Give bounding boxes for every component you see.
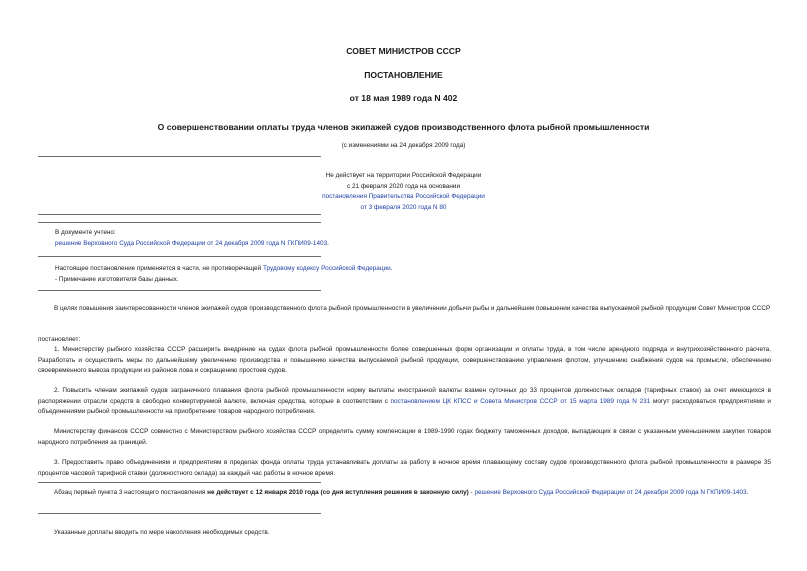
amendments-note: (с изменениями на 24 декабря 2009 года) [341, 142, 466, 149]
accounted-block [55, 227, 329, 249]
finance-ministry-paragraph: Министерству финансов СССР совместно с Министерством рыбного хозяйства СССР определить сумму компенсации в 1989-1990 годах бюджету таможенных доходов, выпадающих в связи с указанным уменьшением закупки товаров народного потребления за границей. [38, 428, 771, 446]
last-paragraph: Указанные доплаты вводить по мере накопления необходимых средств. [54, 529, 270, 536]
document-date-number: от 18 мая 1989 года N 402 [349, 93, 458, 103]
decrees-paragraph: постановляет: [38, 336, 81, 343]
status-link[interactable]: от 3 февраля 2020 года N 80 [360, 203, 447, 211]
status-link[interactable]: постановления Правительства Российской Федерации [322, 193, 485, 200]
divider [38, 156, 321, 157]
punctuation: . [746, 489, 749, 496]
status-line: Не действует на территории Российской Федерации [325, 172, 482, 179]
document-type: ПОСТАНОВЛЕНИЕ [364, 70, 443, 80]
divider [38, 290, 321, 291]
issuing-authority: СОВЕТ МИНИСТРОВ СССР [346, 46, 461, 56]
note-text: Абзац первый пункта 3 настоящего постановления [54, 489, 208, 496]
applicability-text: Настоящее постановление применяется в части, не противоречащей [55, 265, 263, 272]
note-bold-text: не действует с 12 января 2010 года (со дня вступления решения в законную силу) [207, 489, 469, 496]
divider [38, 482, 321, 483]
status-line: с 21 февраля 2020 года на основании [346, 182, 461, 190]
accounted-label: В документе учтено: [55, 229, 116, 236]
divider [38, 513, 321, 514]
item-2-text: могут расходоваться предприятиями и объединениями рыбной промышленности на приобретение товаров народного потребления. [38, 397, 772, 416]
punctuation: . [390, 265, 393, 272]
item-1-paragraph: 1. Министерству рыбного хозяйства СССР расширить внедрение на судах флота рыбной промышленности более совершенных форм организации и оплаты труда, в том числе арендного подряда и внутрихозяйственного расчета. Разработать и осуществить меры по дальнейшему увеличению производства и повышению качества выпускаемой рыбной продукции, совершенствованию управления флотом, улучшению снабжения судов на промысле, обеспечению своевременного вывоза продукции из районов лова и сокращению простоев судов. [38, 346, 771, 375]
court-decision-link[interactable]: решение Верховного Суда Российской Федерации от 24 декабря 2009 года N ГКПИ09-1403 [474, 489, 747, 496]
item-3-status-note [38, 488, 771, 499]
database-note: - Примечание изготовителя базы данных. [55, 276, 179, 283]
status-block [0, 171, 807, 213]
applicability-block [55, 263, 392, 285]
court-decision-link[interactable]: решение Верховного Суда Российской Федерации от 24 декабря 2009 года N ГКПИ09-1403 [55, 240, 328, 247]
item-2-text: 2. Повысить членам экипажей судов заграничного плавания флота рыбной промышленности норму выплаты иностранной валюты взамен суточных до 33 процентов должностных окладов (тарифных ставок) за счет имеющихся в распоряжении отрасли средств в свободно конвертируемой валюте, включая средства, которые в соответствии с [38, 387, 771, 405]
divider [38, 256, 321, 257]
preamble-paragraph: В целях повышения заинтересованности членов экипажей судов производственного флота рыбной промышленности в увеличении добычи рыбы и дальнейшем повышении качества выпускаемой рыбной продукции Совет Министров СССР [54, 305, 771, 312]
divider [38, 214, 321, 215]
cpsu-resolution-link[interactable]: постановлением ЦК КПСС и Совета Министров СССР от 15 марта 1989 года N 231 [390, 397, 651, 405]
item-3-paragraph: 3. Предоставить право объединениям и предприятиям в пределах фонда оплаты труда устанавливать доплаты за работу в ночное время плавающему составу судов производственного флота рыбной промышленности в размере 35 процентов часовой тарифной ставки (должностного оклада) за каждый час работы в ночное время. [38, 459, 771, 477]
divider [38, 222, 321, 223]
document-title: О совершенствовании оплаты труда членов экипажей судов производственного флота рыбной промышленности [157, 122, 650, 132]
punctuation: . [327, 240, 329, 247]
labor-code-link[interactable]: Трудовому кодексу Российской Федерации [262, 265, 391, 272]
note-text: - [468, 489, 475, 496]
item-2-paragraph [38, 386, 771, 418]
